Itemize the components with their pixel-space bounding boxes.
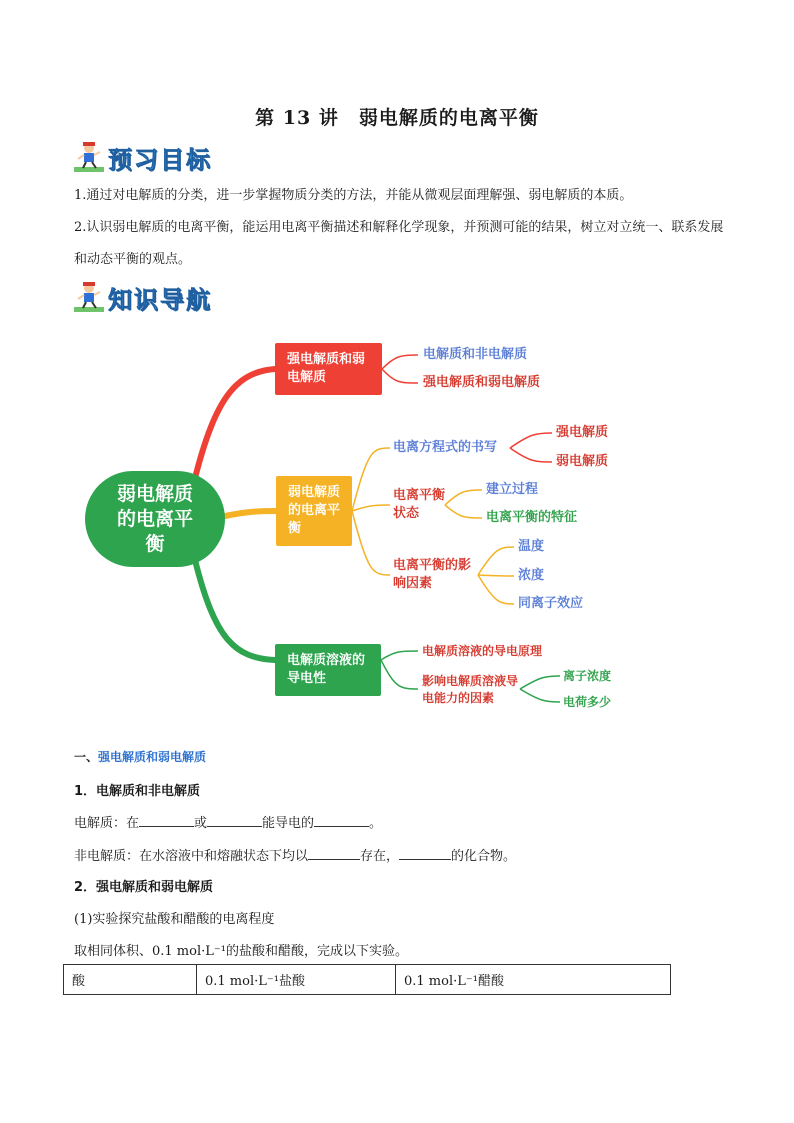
mindmap-node: 电离方程式的书写 [393,440,498,455]
blank-field[interactable] [207,812,262,827]
mindmap-branch-2: 弱电解质的电离平衡 [276,476,352,546]
section-label: 知识导航 [108,285,212,314]
mindmap-leaf: 电离平衡的特征 [486,510,578,525]
mindmap-node: 电解质溶液的导电原理 [422,644,543,658]
mindmap-leaf: 弱电解质 [556,454,609,469]
section-heading-navigation [74,280,212,314]
nonelectrolyte-definition: 非电解质：在水溶液中和熔融状态下均以 存在， 的化合物。 [74,845,516,864]
mindmap-leaf: 浓度 [518,568,545,583]
mindmap-leaf: 强电解质和弱电解质 [423,375,541,390]
mindmap-node: 电离平衡状态 [393,488,446,521]
blank-field[interactable] [314,812,369,827]
mindmap-leaf: 建立过程 [486,482,539,497]
section-label: 预习目标 [108,145,212,174]
mindmap-leaf: 电解质和非电解质 [423,347,528,362]
blank-field[interactable] [139,812,194,827]
table-cell: 0.1 mol·L⁻¹醋酸 [396,965,671,995]
mindmap-node: 影响电解质溶液导电能力的因素 [422,674,519,705]
kid-runner-icon [74,281,104,313]
blank-field[interactable] [308,845,360,860]
table-cell: 0.1 mol·L⁻¹盐酸 [197,965,396,995]
mindmap-leaf: 同离子效应 [518,596,584,611]
experiment-table [63,964,671,995]
heading-section-one: 一、强电解质和弱电解质 [74,750,207,764]
section-heading-objectives [74,140,212,174]
mindmap-leaf: 离子浓度 [563,669,612,683]
table-row [64,965,671,995]
kid-runner-icon [74,141,104,173]
mindmap-branch-3: 电解质溶液的导电性 [275,644,381,696]
heading-electrolyte: 1．电解质和非电解质 [74,784,201,799]
experiment-instruction: 取相同体积、0.1 mol·L⁻¹的盐酸和醋酸，完成以下实验。 [74,944,408,959]
mindmap-branch-1: 强电解质和弱电解质 [275,343,382,395]
mindmap-leaf: 电荷多少 [563,695,612,709]
objective-1: 1.通过对电解质的分类，进一步掌握物质分类的方法，并能从微观层面理解强、弱电解质的本质。 [74,188,633,203]
electrolyte-definition: 电解质：在 或 能导电的 。 [74,812,382,831]
blank-field[interactable] [399,845,451,860]
objective-2: 2.认识弱电解质的电离平衡，能运用电离平衡描述和解释化学现象，并预测可能的结果，树立对立统一、联系发展和动态平衡的观点。 [74,220,724,267]
mindmap-root: 弱电解质的电离平衡 [85,471,225,567]
mindmap-node: 电离平衡的影响因素 [393,558,472,591]
mindmap-leaf: 温度 [518,539,545,554]
heading-strong-weak: 2．强电解质和弱电解质 [74,880,214,895]
experiment-subheading: (1)实验探究盐酸和醋酸的电离程度 [74,912,275,927]
mindmap-leaf: 强电解质 [556,425,609,440]
page-title: 第 13 讲 弱电解质的电离平衡 [255,107,539,129]
table-cell: 酸 [64,965,197,995]
